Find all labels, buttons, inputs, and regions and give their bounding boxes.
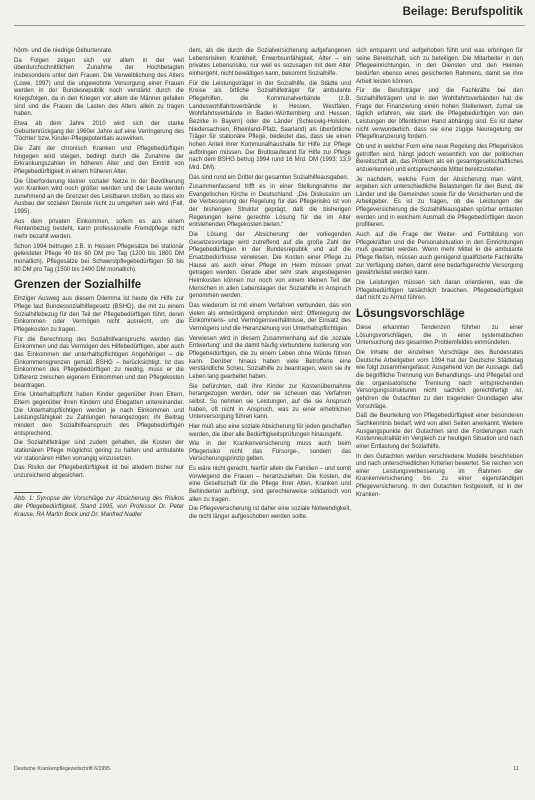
- section-heading-loesungsvorschlaege: Lösungsvorschläge: [356, 308, 465, 320]
- paragraph: Das sind rund ein Drittel der gesamten Sozialhilfeausgaben.: [189, 174, 349, 181]
- column-1-intro: [14, 48, 184, 274]
- paragraph: Zusammenfassend trifft es in einer Stellungnahme der Evangelischen Kirche in Deutschland: „Die Diskussion um die Verbesserung der Regelung für das Pflegerisiko ist von der bisherigen Struktur geprägt, daß die bisherigen Regelungen keine gerechte Lösung für die im Alter entstehenden Pflegekosten bieten.“: [189, 184, 351, 229]
- paragraph: Hier muß also eine soziale Absicherung für jeden geschaffen werden, die über alle Bedürftigkeitsprüfungen hinausgeht.: [189, 423, 351, 438]
- paragraph: Daß die Beurteilung von Pflegebedürftigkeit einer besonderen Sachkenntnis bedarf, wird von allen Seiten anerkannt. Weitere Ausgangspunkte der Gutachten sind die Forderungen nach Kostenneutralität im Vergleich zur heutigen Situation und nach einer Entlastung der Sozialhilfe.: [356, 413, 523, 450]
- paragraph: Für die Leistungsträger in der Sozialhilfe, die Städte und Kreise als örtliche Sozialhilfeträger für ambulante Pflegehilfen, die Kommunalverbände (z.B. Landeswohlfahrtsverbände in Hessen, Westfalen, Wohlfahrtsverbände in Baden-Württemberg und Hessen, Bezirke in Bayern) oder die Länder (Schleswig-Holstein, Niedersachsen, Rheinland-Pfalz, Saarland) als überörtliche Träger für stationäre Pflege, bedeutet das, dass sie einen hohen Anteil ihrer Kommunalhaushalte für Hilfe zur Pflege aufbringen müssen. Der Bruttoaufwand für Hilfe zur Pflege nach dem BSHG betrug 1994 rund 16 Mrd. DM (1993: 13,9 Mrd. DM).: [189, 80, 351, 171]
- column-1-body: [14, 296, 184, 480]
- paragraph: Einziger Ausweg aus diesem Dilemma ist heute die Hilfe zur Pflege laut Bundessozialhilfegesetz (BSHG), die mit zu einem Sozialhilfebezug für den Teil der Pflegebedürftigen führt, deren Einkommen oder Vermögen nicht ausreicht, um die Pflegekosten zu tragen.: [14, 296, 184, 333]
- section-heading-sozialhilfe: Grenzen der Sozialhilfe: [14, 279, 142, 292]
- paragraph: Schon 1994 betrugen z.B. in Hessen Pflegesätze bei stationär geleisteter Pflege 40 bis 60 DM pro Tag (1200 bis 1800 DM monatlich), Pflegesätze bei Schwerstpflegebedürftigen 50 bis 80 DM pro Tag (1500 bis 2400 DM monatlich).: [14, 243, 184, 273]
- column-1: [14, 48, 184, 521]
- column-2: [189, 48, 351, 524]
- paragraph: Die Sozialhilfeträger sind zudem gehalten, die Kosten der stationären Pflege möglichst gering zu halten und ambulante vor stationären Hilfen vorrangig einzusetzen.: [14, 440, 184, 462]
- section-header: Beilage: Berufspolitik: [402, 6, 523, 18]
- page-number: 11: [513, 766, 519, 772]
- paragraph: Die Zahl der chronisch Kranken und Pflegebedürftigen hingegen wird steigen, bedingt durch die Zunahme der Erkrankungszahlen im höheren Alter und den Eintritt von Pflegebedürftigkeit in einem früheren Alter.: [14, 145, 184, 175]
- paragraph: Je nachdem, welche Form der Absicherung man wählt, ergeben sich unterschiedliche Belastungen für den Bund, die Länder und die Gemeinden sowie für die Versicherten und die Arbeitgeber. Es ist zu fragen, ob die Leistungen der Pflegeversicherung die Sozialhilfeausgaben spürbar entlasten werden und in welchem Ausmaß die Pflegebedürftigen davon profitieren.: [356, 176, 523, 229]
- column-3-body: [356, 325, 523, 499]
- paragraph: Eine Unterhaltspflicht haben Kinder gegenüber ihren Eltern, Eltern gegenüber ihren Kindern und Ehegatten untereinander. Die Unterhaltspflichtigen werden je nach Einkommen und Leistungsfähigkeit zu Zahlungen herangezogen; ihr Beitrag mindert den Sozialhilfeanspruch des Pflegebedürftigen entsprechend.: [14, 392, 184, 437]
- paragraph: Ob und in welcher Form eine neue Regelung des Pflegerisikos getroffen wird, hängt jedoch wesentlich von der politischen Bereitschaft ab, das Problem als ein gesamtgesellschaftliches anzuerkennen und entsprechende Mittel bereitzustellen.: [356, 143, 523, 173]
- paragraph: Aus dem privaten Einkommen, sofern es aus einem Rentenbezug besteht, kann professionelle Fremdpflege nicht mehr bezahlt werden.: [14, 218, 184, 241]
- paragraph: Es wäre nicht gerecht, hierfür allein die Familien – und somit vorwiegend die Frauen – heranzuziehen. Die Kosten, die eine Gesellschaft für die Pflege ihrer Alten, Kranken und Behinderten aufbringt, sind gerechterweise solidarisch von allen zu tragen.: [189, 466, 351, 503]
- figure-footnote: Abb. 1: Synopse der Vorschläge zur Absicherung des Risikos der Pflegebedürftigkeit, Stand 1995, von Professor Dr. Peter Krause, RA Martin Bock und Dr. Manfred Nadler: [14, 496, 184, 518]
- column-3-intro: [356, 48, 523, 303]
- paragraph: sich entspannt und aufgehoben fühlt und was erbringen für seine Bereitschaft, sich zu beteiligen. Die Mitarbeiter in den Pflegeeinrichtungen, in den Diensten und den Heimen bedürfen ebenso eines gesicherten Rahmens, damit sie ihre Arbeit leisten können.: [356, 48, 523, 85]
- paragraph: Die Leistungen müssen sich daran orientieren, was die Pflegebedürftigen tatsächlich brauchen. Pflegebedürftigkeit darf nicht zu Armut führen.: [356, 280, 523, 302]
- header-rule: [14, 25, 525, 26]
- paragraph: Etwa ab dem Jahre 2010 wird sich der starke Geburtenrückgang der 1960er Jahre auf eine Verringerung des 'Töchter' bzw. Kinder-Pflegepotentials auswirken.: [14, 120, 184, 143]
- paragraph: Diese erkannten Tendenzen führten zu einer Lösungsvorschlägen, die in einer systematischen Untersuchung des gesamten Problemfeldes einmündeten.: [356, 325, 523, 347]
- paragraph: Sie befürchten, daß ihre Kinder zur Kostenübernahme herangezogen werden, oder sie scheuen das Verfahren selbst. So nehmen sie Leistungen, auf die sie Anspruch haben, oft nicht in Anspruch, was zu einer erheblichen Unterversorgung führen kann.: [189, 383, 351, 421]
- journal-source: Deutsche Krankenpflegezeitschrift 6/1995: [14, 766, 111, 772]
- paragraph: Das wiederum ist mit einem Verfahren verbunden, das von vielen als entwürdigend empfunden wird: Offenlegung der Einkommens- und Vermögensverhältnisse, der Einsatz des Vermögens und die Heranziehung von Unterhaltspflichtigen.: [189, 303, 351, 332]
- footnote-rule: [14, 492, 42, 493]
- page-footer: [14, 766, 519, 776]
- paragraph: Auch auf die Frage der Weiter- und Fortbildung von Pflegekräften und die Personalsituation in den Einrichtungen muß geachtet werden. Wenn mehr Mittel in die ambulante Pflege fließen, müssen auch genügend qualifizierte Fachkräfte zur Verfügung stehen, damit eine bedarfsgerechte Versorgung gewährleistet werden kann.: [356, 232, 523, 277]
- paragraph: Die Überforderung kleiner sozialer Netze in der Bevölkerung von Kranken wird noch größer werden und die Leute werden zunehmend an die Grenzen des Leistbaren stoßen, so dass ein Ausbau der sozialen Dienste nicht zu umgehen sein wird (Fall, 1995).: [14, 178, 184, 216]
- paragraph: In den Gutachten werden verschiedene Modelle beschrieben und nach unterschiedlichen Kriterien bewertet. Sie reichen von einer Leistungsverbesserung im Rahmen der Krankenversicherung bis zu einer eigenständigen Pflegeversicherung. In den Gutachten festgestellt, ist in der Kranken-: [356, 453, 523, 498]
- paragraph: Wie in der Krankenversicherung muss auch beim Pflegerisiko nicht das Fürsorge-, sondern das Versicherungsprinzip gelten.: [189, 441, 351, 463]
- paragraph: Die Pflegeversicherung ist daher eine soziale Notwendigkeit, die nicht länger aufgeschoben werden sollte.: [189, 506, 351, 521]
- column-3: [356, 48, 523, 501]
- paragraph: hörm- und die niedrige Geburtenrate.: [14, 48, 113, 54]
- paragraph: Für die Berufsträger und die Fachkräfte bei den Sozialhilfeträgern und in den Wohlfahrtsverbänden hat die Frage der Finanzierung einen hohen Stellenwert, zumal sie täglich erfahren, wie stark die Pflegebedürftigen von den Leistungen der öffentlichen Hand abhängig sind. Es ist daher nicht verwunderlich, dass sie eine zügige Neuregelung der Pflegefinanzierung fordern.: [356, 88, 523, 141]
- paragraph: Für die Berechnung des Sozialhilfeanspruchs werden das Einkommen und das Vermögen des Hilfebedürftigen, aber auch das Einkommen der unterhaltspflichtigen Angehörigen – die Einkommensgrenzen gemäß BSHG – berücksichtigt. Ist das Einkommen des Pflegebedürftigen zu niedrig, muss er die Differenz zwischen eigenem Einkommen und den Pflegekosten beantragen.: [14, 336, 184, 389]
- paragraph: Die Inhalte der einzelnen Vorschläge des Bundesrates Deutsche Arbeitgeber vom 1994 hat der Deutsche Städtetag wie folgt zusammengefasst: Ausgehend von der Aussage, daß die begriffliche Trennung von Behandlungs- und Pflegefall und die organisatorische Trennung nach entsprechenden Versorgungsstrukturen nicht sachlich gerechtfertigt ist, gehören die Gutachten zu den tragenden Grundlagen aller Vorschläge.: [356, 349, 523, 410]
- paragraph: Da Folgen zeigen sich vor allem in der weit überdurchschnittlichen Zunahme der Hochbetagten insbesondere unter den Frauen. Die Verweiblichung des Alters (Lowe, 1997) und die ungewohnte Versorgung einer Frauen werden in der Bundesrepublik noch verstärkt durch die Kriegsfolgen, da in den Kriegen vor allem die Männer gefallen sind und die Frauen die Lasten des Alters allein zu tragen haben.: [14, 57, 184, 118]
- paragraph: Das Risiko der Pflegebedürftigkeit ist bei alledem bisher nur unzureichend abgesichert.: [14, 465, 184, 479]
- paragraph: Die Lösung der ‚Absicherung‘ der vorliegenden Gesetzesvorlage wird zutreffend auf die große Zahl der Pflegebedürftigen in der Bundesrepublik und auf die Ersatzbedürfnisse verwiesen. Die Kosten einer Pflege zu Hause als auch einer Pflege im Heim müssen privat getragen werden. Gerade aber sehr stark angestiegenen Heimkosten können nur noch von einem kleinen Teil der Menschen in allen Lebenslagen der Sozialhilfe in Anspruch genommen werden.: [189, 232, 351, 300]
- paragraph: dem, als die durch die Sozialversicherung aufgefangenen Lebensrisiken Krankheit, Erwerbsunfähigkeit, Alter – ein privates Lebensrisiko, nur weil es sozusagen mit dem Alter einhergeht, nicht bewältigen kann, bekommt Sozialhilfe.: [189, 48, 351, 77]
- paragraph: Verwiesen wird in diesem Zusammenhang auf die ‚soziale Entwertung‘ und die damit häufig verbundene Isolierung von Pflegebedürftigen, die zu einem Leben ohne Würde führen kann. Derüber hinaus haben viele Betroffene eine verständliche Scheu, Sozialhilfe zu beantragen, wenn sie ihr Leben lang gearbeitet haben.: [189, 335, 351, 380]
